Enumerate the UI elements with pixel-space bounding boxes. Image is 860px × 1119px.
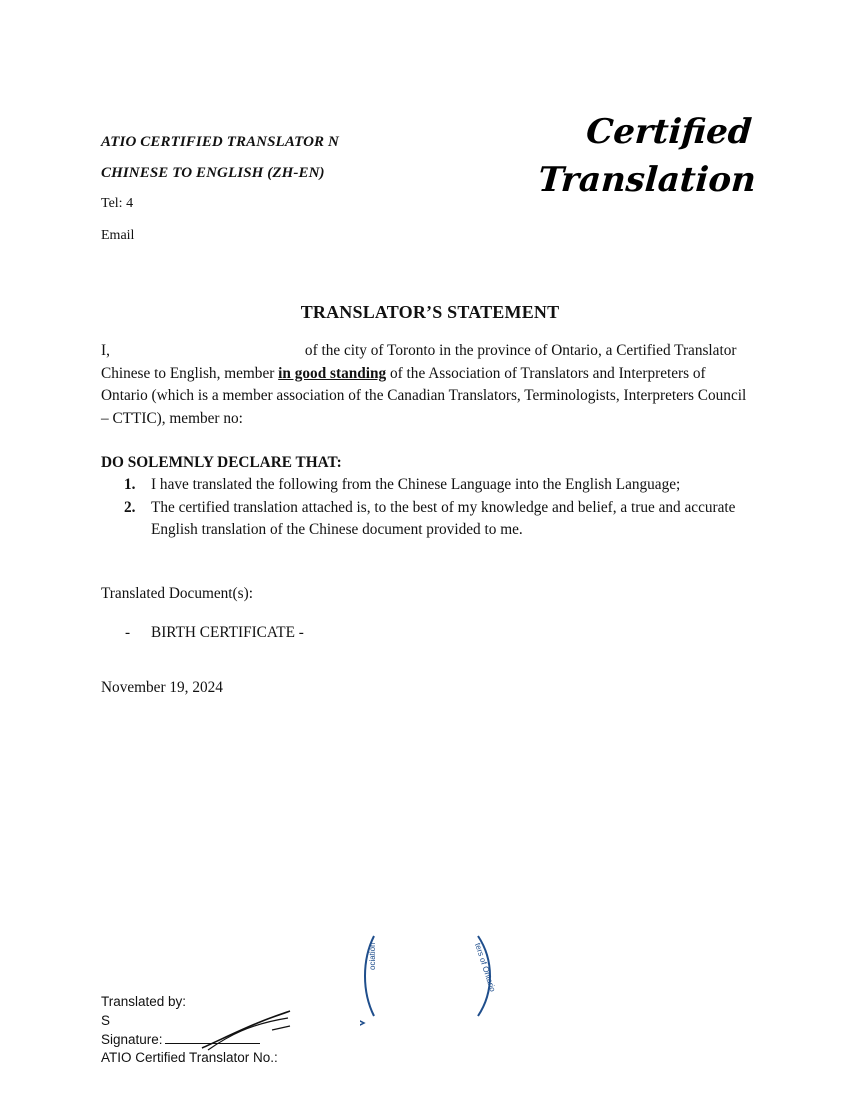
list-text: I have translated the following from the Chinese Language into the English Language; <box>151 476 681 493</box>
translator-title: ATIO CERTIFIED TRANSLATOR N <box>101 134 339 150</box>
statement-date: November 19, 2024 <box>101 679 223 696</box>
seal-left-text: ociation <box>368 942 377 970</box>
declaration-list <box>124 474 764 542</box>
document-item <box>125 624 304 642</box>
list-item <box>124 497 764 542</box>
intro-end: of the Association of Translators and Interpreters of Ontario (which is a member association of the Canadian Translators, Terminologists, Interpreters Council – CTTIC), member no: <box>101 364 747 427</box>
language-pair: CHINESE TO ENGLISH (ZH-EN) <box>101 165 325 181</box>
translated-by-label: Translated by: <box>101 994 187 1009</box>
list-item <box>124 474 764 497</box>
declaration-heading: DO SOLEMNLY DECLARE THAT: <box>101 454 342 471</box>
list-text: The certified translation attached is, to the best of my knowledge and belief, a true and accurate English translation of the Chinese document provided to me. <box>151 498 736 538</box>
signature-stroke-3 <box>272 1026 290 1030</box>
list-number: 2. <box>124 498 136 516</box>
statement-title: TRANSLATOR’S STATEMENT <box>300 302 560 322</box>
email: Email <box>101 228 135 243</box>
seal-right-text: ters of Ontario <box>473 941 498 993</box>
handwritten-signature <box>200 1004 300 1052</box>
association-seal <box>360 930 510 1030</box>
translated-documents-label: Translated Document(s): <box>101 585 253 602</box>
telephone: Tel: 4 <box>101 196 134 211</box>
translator-name-partial: S <box>101 1013 111 1028</box>
certified-translation-stamp <box>536 108 758 204</box>
atio-number-label: ATIO Certified Translator No.: <box>101 1050 278 1065</box>
signature-label: Signature: <box>101 1032 163 1047</box>
intro-start: I, <box>101 342 110 359</box>
stamp-line-2: Translation <box>536 160 758 200</box>
stamp-line-1: Certified <box>584 112 754 152</box>
good-standing-text: in good standing <box>278 364 387 382</box>
document-name: BIRTH CERTIFICATE - <box>151 624 304 641</box>
intro-after-name: of the city of Toronto in the province of Ontario, a Certified Translator Chinese to English, member <box>101 342 737 382</box>
signature-stroke-2 <box>208 1018 288 1050</box>
seal-mark <box>360 1020 364 1026</box>
statement-paragraph <box>101 340 751 430</box>
bullet-dash: - <box>125 624 131 641</box>
list-number: 1. <box>124 476 136 493</box>
